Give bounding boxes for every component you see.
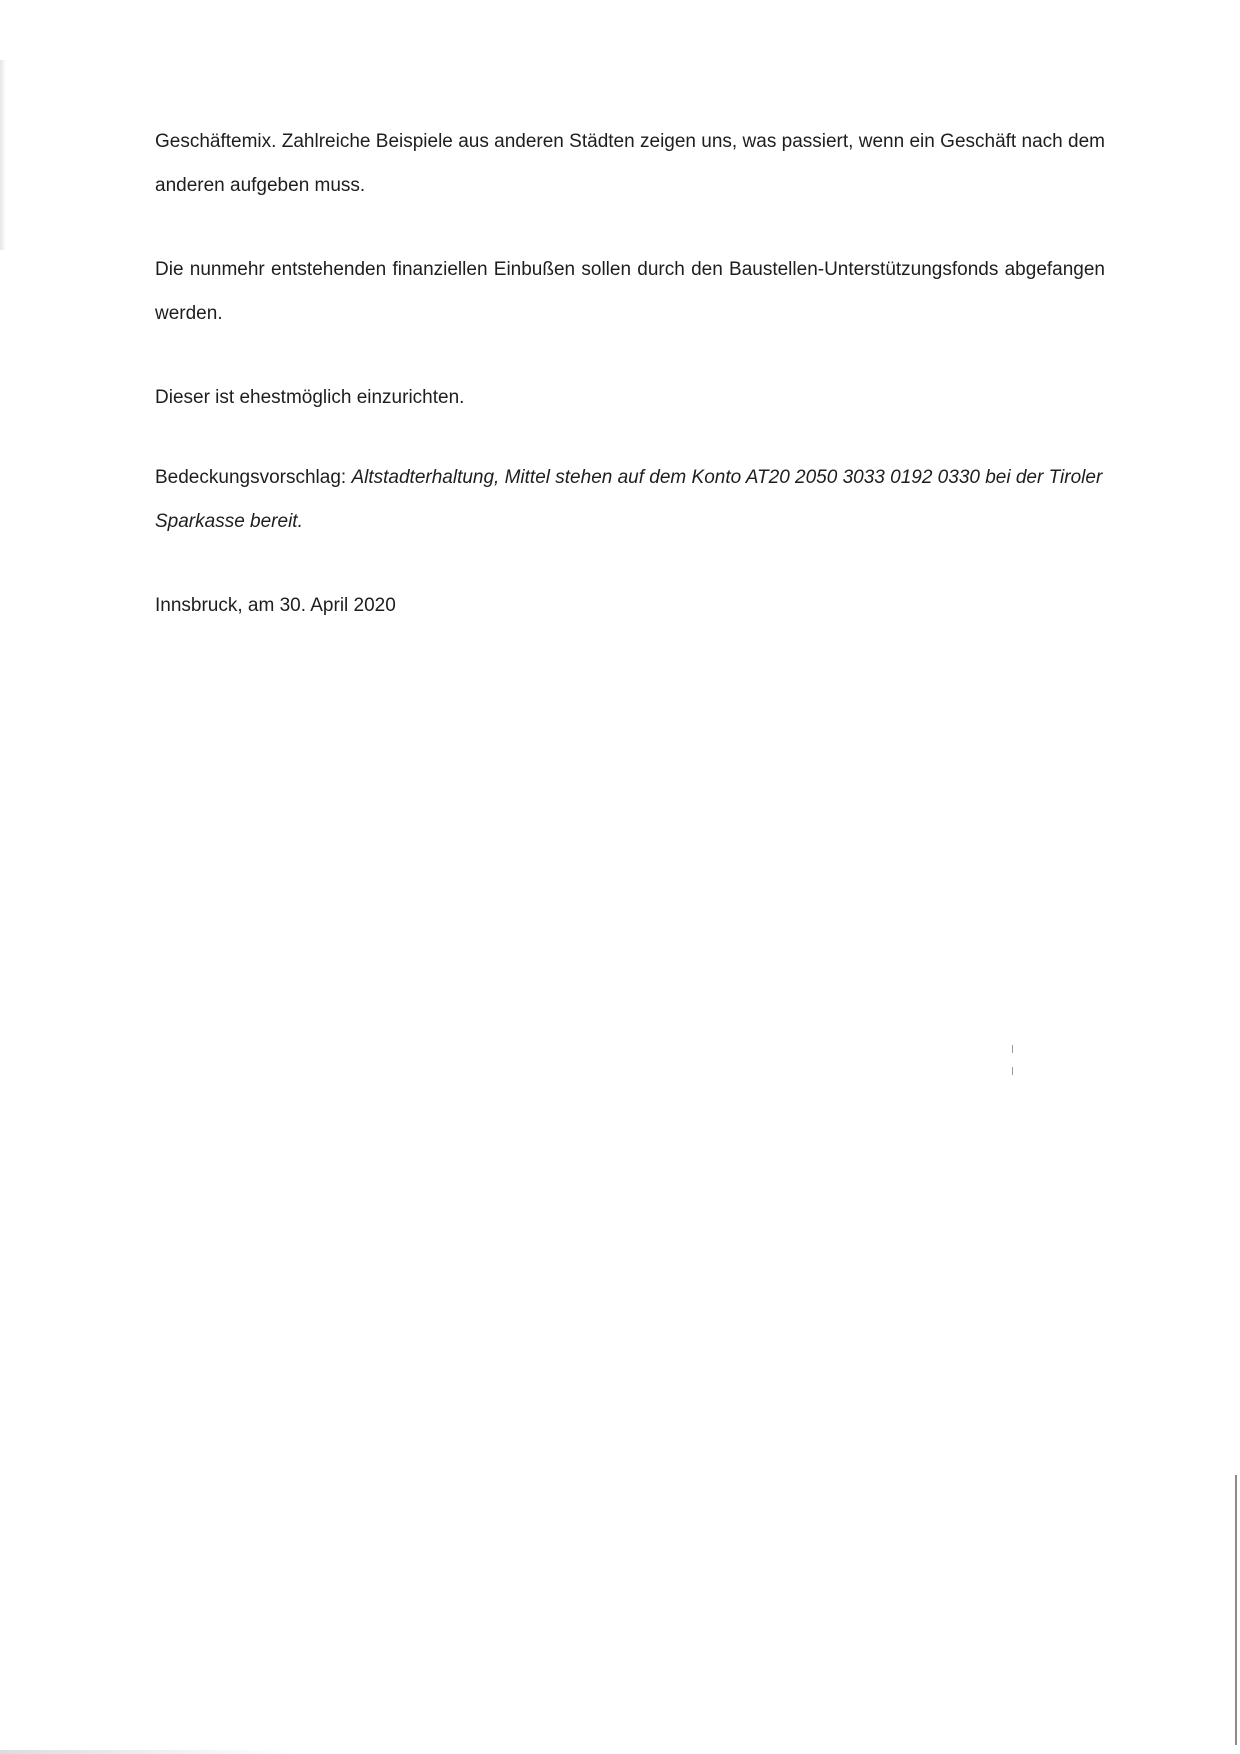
scan-shadow-left — [0, 60, 6, 250]
coverage-text: Altstadterhaltung, Mittel stehen auf dem Konto AT20 2050 3033 0192 0330 bei der Tiroler Sparkasse bereit. — [155, 467, 1103, 532]
paragraph-coverage-proposal — [155, 456, 1105, 544]
paragraph-financial-losses: Die nunmehr entstehenden finanziellen Einbußen sollen durch den Baustellen-Unterstützungsfonds abgefangen werden. — [155, 259, 1105, 324]
scan-speck — [1012, 1067, 1013, 1075]
coverage-label: Bedeckungsvorschlag: — [155, 467, 352, 488]
scan-shadow-right — [1235, 1475, 1237, 1745]
paragraph-establish-fund: Dieser ist ehestmöglich einzurichten. — [155, 387, 465, 408]
scan-speck — [1012, 1045, 1013, 1053]
paragraph-shop-mix: Geschäftemix. Zahlreiche Beispiele aus anderen Städten zeigen uns, was passiert, wenn ein Geschäft nach dem anderen aufgeben muss. — [155, 131, 1105, 196]
scan-shadow-bottom — [0, 1750, 300, 1754]
place-and-date: Innsbruck, am 30. April 2020 — [155, 595, 396, 616]
